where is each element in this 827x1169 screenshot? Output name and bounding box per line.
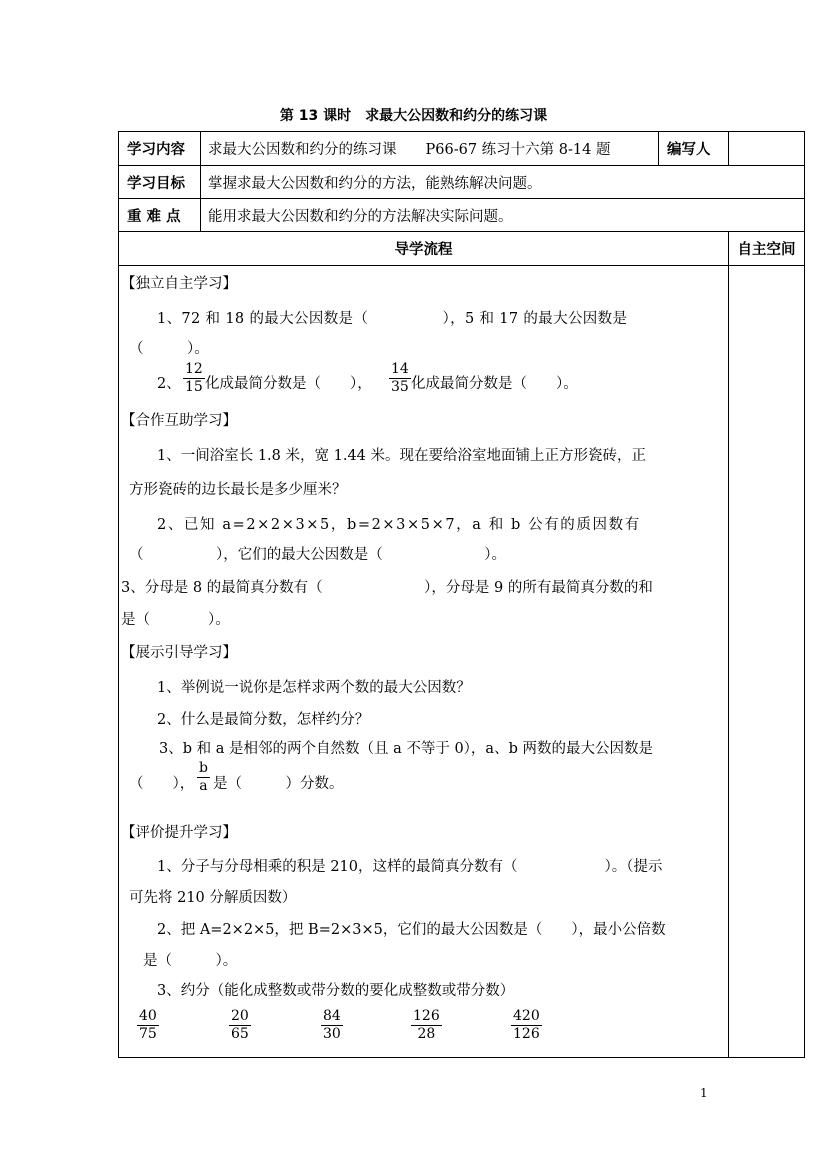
section-2-title: 【合作互助学习】: [121, 413, 237, 429]
fraction-denominator: 35: [391, 379, 409, 395]
section-1-title: 【独立自主学习】: [121, 276, 237, 292]
space-label: 自主空间: [729, 232, 805, 266]
fraction-denominator: 28: [417, 1026, 436, 1042]
goal-row: [119, 166, 805, 199]
s3-q2: 2、什么是最简分数，怎样约分？: [157, 712, 370, 728]
s1-q2-end: 化成最简分数是（ ）。: [411, 376, 578, 392]
content-row: [119, 132, 805, 166]
s3-q3-suffix: 是（ ）分数。: [213, 776, 344, 792]
reduce-fraction-1: [137, 1009, 159, 1042]
fraction-12-15: [183, 362, 205, 395]
s4-q2-line-b: 是（ ）。: [143, 953, 238, 969]
s3-q3-line-a: 3、b 和 a 是相邻的两个自然数（且 a 不等于 0），a、b 两数的最大公因数是: [159, 741, 653, 757]
fraction-numerator: 126: [413, 1008, 440, 1024]
s2-q1-line-b: 方形瓷砖的边长最长是多少厘米？: [129, 482, 347, 498]
s1-q2-middle: 化成最简分数是（ ），: [205, 376, 372, 392]
s1-q1-line-b: （ ）。: [129, 341, 209, 357]
goal-label: 学习目标: [119, 166, 201, 199]
self-study-space: [729, 266, 805, 1058]
fraction-denominator: 15: [185, 379, 203, 395]
reduce-fraction-3: [321, 1009, 343, 1042]
section-4-title: 【评价提升学习】: [121, 825, 237, 841]
goal-value: 掌握求最大公因数和约分的方法，能熟练解决问题。: [201, 166, 805, 199]
flow-body-row: [119, 266, 805, 1058]
s2-q1-line-a: 1、一间浴室长 1.8 米，宽 1.44 米。现在要给浴室地面铺上正方形瓷砖，正: [157, 448, 647, 464]
reduce-fraction-5: [511, 1009, 542, 1042]
page-number: 1: [700, 1086, 708, 1100]
author-value: [729, 132, 805, 166]
key-row: [119, 199, 805, 232]
fraction-denominator: a: [199, 778, 208, 794]
fraction-14-35: [389, 362, 411, 395]
reduce-fraction-4: [411, 1009, 442, 1042]
s2-q3-line-b: 是（ ）。: [121, 612, 230, 628]
flow-content: [119, 266, 729, 1058]
reduce-fraction-2: [229, 1009, 251, 1042]
fraction-numerator: b: [199, 760, 208, 776]
content-label: 学习内容: [119, 132, 201, 166]
fraction-numerator: 20: [231, 1008, 249, 1024]
fraction-numerator: 84: [323, 1008, 341, 1024]
fraction-b-a: [197, 761, 210, 794]
s2-q2-line-a: 2、已知 a=2×2×3×5，b=2×3×5×7，a 和 b 公有的质因数有: [157, 517, 641, 533]
fraction-denominator: 65: [231, 1026, 249, 1042]
s3-q3-prefix: （ ），: [129, 776, 195, 792]
s4-q2-line-a: 2、把 A=2×2×5，把 B=2×3×5，它们的最大公因数是（ ），最小公倍数: [157, 922, 666, 938]
s1-q1-line-a: 1、72 和 18 的最大公因数是（ ），5 和 17 的最大公因数是: [157, 311, 628, 327]
s2-q2-line-b: （ ），它们的最大公因数是（ ）。: [129, 547, 506, 563]
content-value: 求最大公因数和约分的练习课 P66-67 练习十六第 8-14 题: [201, 132, 659, 166]
fraction-denominator: 75: [139, 1026, 157, 1042]
fraction-numerator: 12: [185, 361, 203, 377]
s3-q1: 1、举例说一说你是怎样求两个数的最大公因数？: [157, 680, 471, 696]
section-3-title: 【展示引导学习】: [121, 645, 237, 661]
s2-q3-line-a: 3、分母是 8 的最简真分数有（ ），分母是 9 的所有最简真分数的和: [121, 580, 653, 596]
s4-q1-line-b: 可先将 210 分解质因数）: [129, 890, 297, 906]
flow-header-row: [119, 232, 805, 266]
flow-label: 导学流程: [119, 232, 729, 266]
study-plan-table: [118, 131, 805, 1058]
fraction-numerator: 420: [513, 1008, 540, 1024]
key-label: 重 难 点: [119, 199, 201, 232]
fraction-denominator: 126: [513, 1026, 540, 1042]
fraction-numerator: 40: [139, 1008, 157, 1024]
s1-q2-prefix: 2、: [157, 376, 181, 392]
s4-q3: 3、约分（能化成整数或带分数的要化成整数或带分数）: [157, 983, 515, 999]
author-label: 编写人: [659, 132, 729, 166]
fraction-numerator: 14: [391, 361, 409, 377]
key-value: 能用求最大公因数和约分的方法解决实际问题。: [201, 199, 805, 232]
fraction-denominator: 30: [323, 1026, 341, 1042]
s4-q1-line-a: 1、分子与分母相乘的积是 210，这样的最简真分数有（ ）。（提示: [157, 859, 663, 875]
page-title: 第 13 课时 求最大公因数和约分的练习课: [279, 108, 548, 124]
